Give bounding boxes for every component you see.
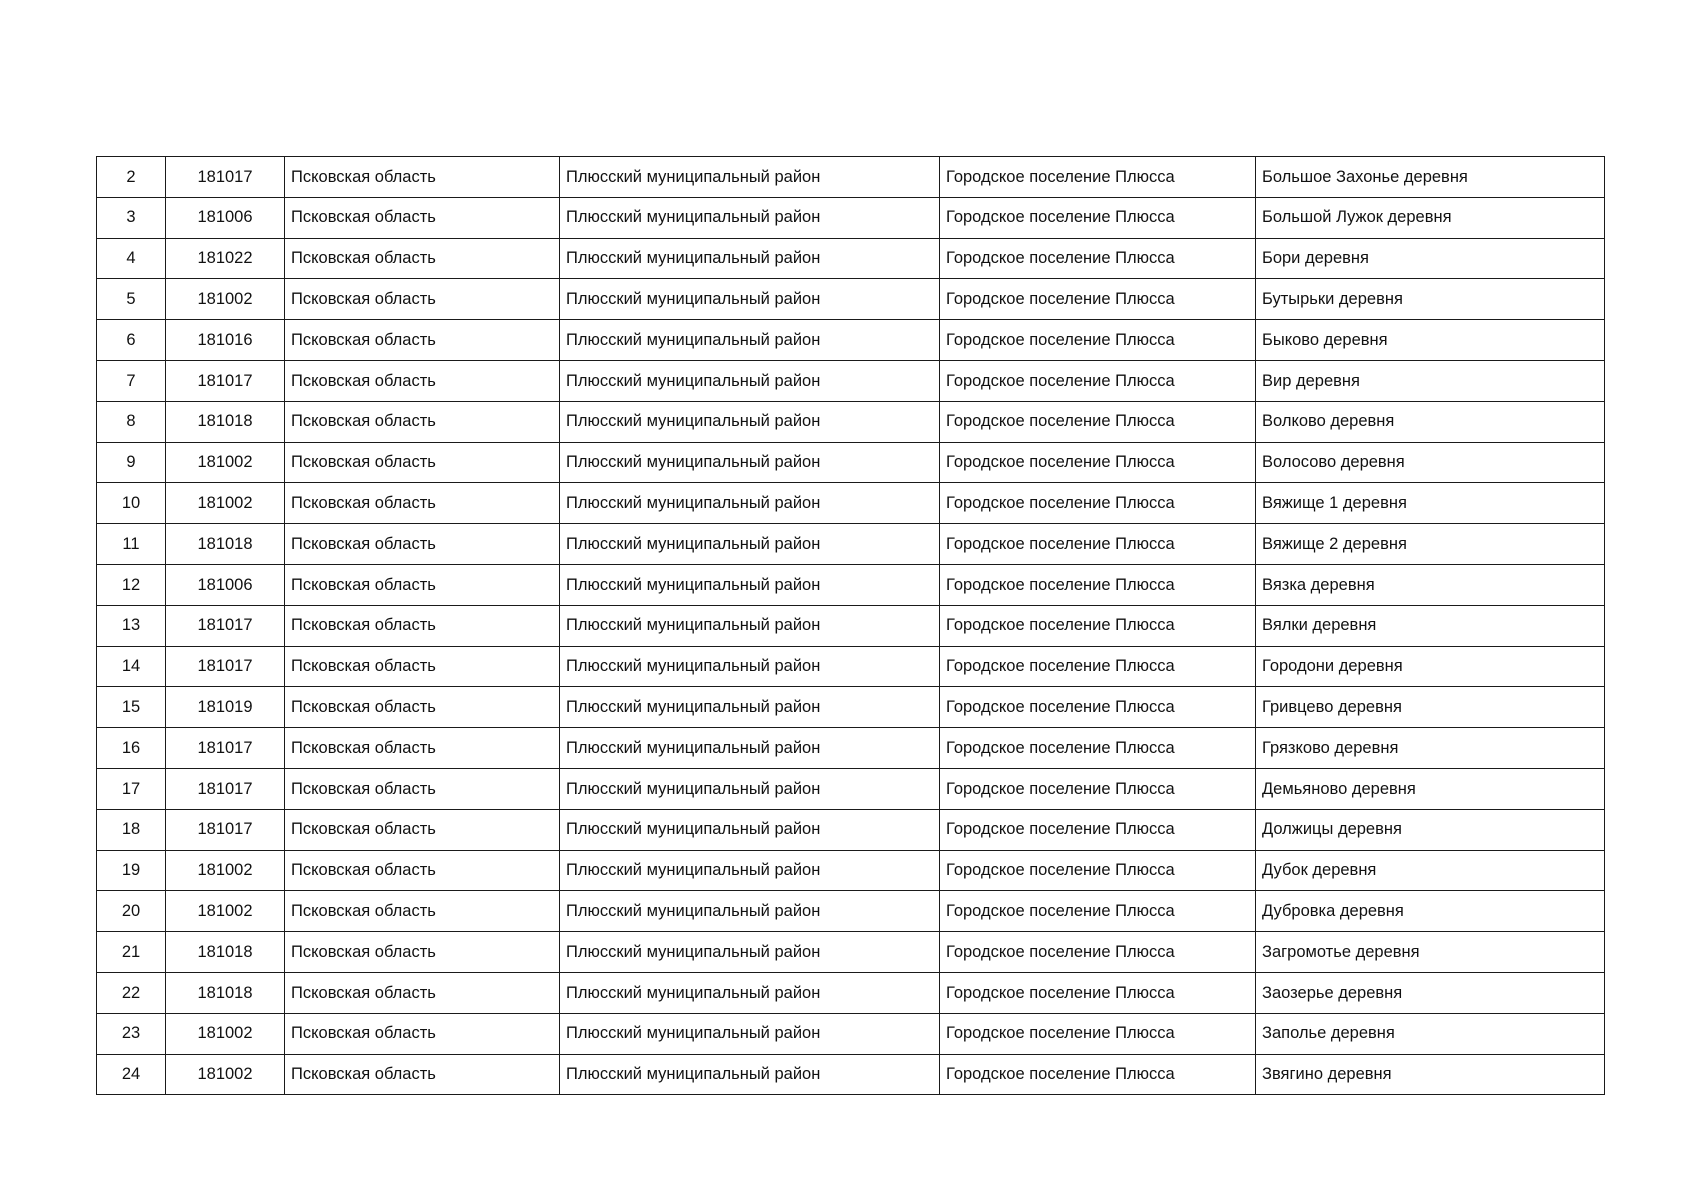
cell-settlement: Городское поселение Плюсса (940, 564, 1256, 605)
cell-region: Псковская область (285, 687, 560, 728)
cell-region: Псковская область (285, 279, 560, 320)
table-row (97, 524, 1605, 565)
cell-settlement: Городское поселение Плюсса (940, 768, 1256, 809)
cell-region: Псковская область (285, 768, 560, 809)
cell-postal-code: 181006 (166, 564, 285, 605)
cell-postal-code: 181018 (166, 524, 285, 565)
cell-region: Псковская область (285, 972, 560, 1013)
cell-district: Плюсский муниципальный район (560, 360, 940, 401)
cell-region: Псковская область (285, 524, 560, 565)
cell-district: Плюсский муниципальный район (560, 1013, 940, 1054)
cell-district: Плюсский муниципальный район (560, 932, 940, 973)
cell-district: Плюсский муниципальный район (560, 238, 940, 279)
table-row (97, 809, 1605, 850)
table-row (97, 932, 1605, 973)
cell-settlement: Городское поселение Плюсса (940, 972, 1256, 1013)
cell-postal-code: 181017 (166, 646, 285, 687)
cell-postal-code: 181002 (166, 891, 285, 932)
cell-postal-code: 181002 (166, 1054, 285, 1095)
cell-district: Плюсский муниципальный район (560, 1054, 940, 1095)
cell-district: Плюсский муниципальный район (560, 401, 940, 442)
cell-postal-code: 181017 (166, 768, 285, 809)
cell-number: 14 (97, 646, 166, 687)
cell-number: 6 (97, 320, 166, 361)
cell-postal-code: 181002 (166, 483, 285, 524)
cell-postal-code: 181018 (166, 932, 285, 973)
cell-postal-code: 181017 (166, 360, 285, 401)
table-row (97, 320, 1605, 361)
cell-settlement: Городское поселение Плюсса (940, 524, 1256, 565)
cell-number: 11 (97, 524, 166, 565)
cell-number: 15 (97, 687, 166, 728)
table-row (97, 605, 1605, 646)
table-row (97, 646, 1605, 687)
table-row (97, 442, 1605, 483)
cell-district: Плюсский муниципальный район (560, 524, 940, 565)
cell-region: Псковская область (285, 891, 560, 932)
table-row (97, 1054, 1605, 1095)
cell-number: 4 (97, 238, 166, 279)
cell-number: 20 (97, 891, 166, 932)
cell-settlement: Городское поселение Плюсса (940, 279, 1256, 320)
table-row (97, 972, 1605, 1013)
table-row (97, 238, 1605, 279)
cell-settlement: Городское поселение Плюсса (940, 1013, 1256, 1054)
cell-locality: Грязково деревня (1256, 728, 1605, 769)
cell-region: Псковская область (285, 401, 560, 442)
cell-locality: Звягино деревня (1256, 1054, 1605, 1095)
cell-settlement: Городское поселение Плюсса (940, 850, 1256, 891)
cell-settlement: Городское поселение Плюсса (940, 197, 1256, 238)
cell-locality: Заполье деревня (1256, 1013, 1605, 1054)
cell-district: Плюсский муниципальный район (560, 197, 940, 238)
cell-postal-code: 181002 (166, 442, 285, 483)
cell-locality: Дубровка деревня (1256, 891, 1605, 932)
cell-number: 22 (97, 972, 166, 1013)
cell-settlement: Городское поселение Плюсса (940, 238, 1256, 279)
table-row (97, 687, 1605, 728)
cell-locality: Волково деревня (1256, 401, 1605, 442)
cell-settlement: Городское поселение Плюсса (940, 320, 1256, 361)
cell-district: Плюсский муниципальный район (560, 850, 940, 891)
cell-region: Псковская область (285, 605, 560, 646)
cell-postal-code: 181006 (166, 197, 285, 238)
cell-region: Псковская область (285, 564, 560, 605)
cell-settlement: Городское поселение Плюсса (940, 360, 1256, 401)
cell-locality: Волосово деревня (1256, 442, 1605, 483)
cell-postal-code: 181018 (166, 972, 285, 1013)
cell-number: 17 (97, 768, 166, 809)
cell-locality: Вяжище 1 деревня (1256, 483, 1605, 524)
cell-district: Плюсский муниципальный район (560, 605, 940, 646)
table-row (97, 360, 1605, 401)
cell-region: Псковская область (285, 1013, 560, 1054)
table-row (97, 728, 1605, 769)
cell-district: Плюсский муниципальный район (560, 646, 940, 687)
cell-locality: Вязка деревня (1256, 564, 1605, 605)
cell-district: Плюсский муниципальный район (560, 157, 940, 198)
cell-locality: Бори деревня (1256, 238, 1605, 279)
cell-number: 18 (97, 809, 166, 850)
cell-number: 9 (97, 442, 166, 483)
cell-locality: Заозерье деревня (1256, 972, 1605, 1013)
cell-district: Плюсский муниципальный район (560, 564, 940, 605)
cell-region: Псковская область (285, 728, 560, 769)
cell-locality: Большое Захонье деревня (1256, 157, 1605, 198)
cell-number: 19 (97, 850, 166, 891)
cell-locality: Большой Лужок деревня (1256, 197, 1605, 238)
cell-number: 21 (97, 932, 166, 973)
cell-settlement: Городское поселение Плюсса (940, 483, 1256, 524)
cell-locality: Вяжище 2 деревня (1256, 524, 1605, 565)
table-row (97, 279, 1605, 320)
cell-district: Плюсский муниципальный район (560, 483, 940, 524)
cell-district: Плюсский муниципальный район (560, 972, 940, 1013)
cell-region: Псковская область (285, 1054, 560, 1095)
cell-region: Псковская область (285, 646, 560, 687)
cell-district: Плюсский муниципальный район (560, 809, 940, 850)
table-row (97, 564, 1605, 605)
cell-number: 3 (97, 197, 166, 238)
table-row (97, 401, 1605, 442)
cell-settlement: Городское поселение Плюсса (940, 728, 1256, 769)
cell-settlement: Городское поселение Плюсса (940, 809, 1256, 850)
table-body (97, 157, 1605, 1095)
cell-settlement: Городское поселение Плюсса (940, 442, 1256, 483)
cell-number: 8 (97, 401, 166, 442)
cell-region: Псковская область (285, 850, 560, 891)
cell-district: Плюсский муниципальный район (560, 891, 940, 932)
cell-postal-code: 181019 (166, 687, 285, 728)
cell-postal-code: 181002 (166, 1013, 285, 1054)
cell-number: 7 (97, 360, 166, 401)
cell-locality: Гривцево деревня (1256, 687, 1605, 728)
cell-postal-code: 181002 (166, 279, 285, 320)
cell-locality: Демьяново деревня (1256, 768, 1605, 809)
cell-region: Псковская область (285, 238, 560, 279)
cell-locality: Дубок деревня (1256, 850, 1605, 891)
cell-locality: Должицы деревня (1256, 809, 1605, 850)
cell-locality: Вир деревня (1256, 360, 1605, 401)
cell-region: Псковская область (285, 483, 560, 524)
table-row (97, 850, 1605, 891)
cell-number: 16 (97, 728, 166, 769)
cell-postal-code: 181017 (166, 157, 285, 198)
cell-number: 12 (97, 564, 166, 605)
cell-region: Псковская область (285, 320, 560, 361)
cell-postal-code: 181022 (166, 238, 285, 279)
cell-settlement: Городское поселение Плюсса (940, 401, 1256, 442)
cell-locality: Вялки деревня (1256, 605, 1605, 646)
cell-postal-code: 181002 (166, 850, 285, 891)
cell-number: 24 (97, 1054, 166, 1095)
cell-postal-code: 181017 (166, 605, 285, 646)
table-row (97, 891, 1605, 932)
table-row (97, 768, 1605, 809)
cell-number: 2 (97, 157, 166, 198)
table-row (97, 157, 1605, 198)
cell-number: 5 (97, 279, 166, 320)
cell-postal-code: 181017 (166, 809, 285, 850)
cell-settlement: Городское поселение Плюсса (940, 891, 1256, 932)
cell-locality: Быково деревня (1256, 320, 1605, 361)
cell-settlement: Городское поселение Плюсса (940, 646, 1256, 687)
cell-region: Псковская область (285, 197, 560, 238)
cell-region: Псковская область (285, 157, 560, 198)
cell-district: Плюсский муниципальный район (560, 279, 940, 320)
cell-settlement: Городское поселение Плюсса (940, 932, 1256, 973)
cell-postal-code: 181018 (166, 401, 285, 442)
cell-settlement: Городское поселение Плюсса (940, 687, 1256, 728)
cell-district: Плюсский муниципальный район (560, 442, 940, 483)
cell-number: 10 (97, 483, 166, 524)
cell-number: 23 (97, 1013, 166, 1054)
cell-district: Плюсский муниципальный район (560, 768, 940, 809)
cell-district: Плюсский муниципальный район (560, 320, 940, 361)
cell-postal-code: 181016 (166, 320, 285, 361)
cell-region: Псковская область (285, 809, 560, 850)
table-row (97, 483, 1605, 524)
cell-region: Псковская область (285, 932, 560, 973)
cell-locality: Бутырьки деревня (1256, 279, 1605, 320)
cell-locality: Загромотье деревня (1256, 932, 1605, 973)
cell-settlement: Городское поселение Плюсса (940, 1054, 1256, 1095)
cell-district: Плюсский муниципальный район (560, 687, 940, 728)
cell-region: Псковская область (285, 442, 560, 483)
cell-number: 13 (97, 605, 166, 646)
cell-district: Плюсский муниципальный район (560, 728, 940, 769)
cell-locality: Городони деревня (1256, 646, 1605, 687)
table-row (97, 197, 1605, 238)
cell-postal-code: 181017 (166, 728, 285, 769)
cell-region: Псковская область (285, 360, 560, 401)
cell-settlement: Городское поселение Плюсса (940, 605, 1256, 646)
table-row (97, 1013, 1605, 1054)
cell-settlement: Городское поселение Плюсса (940, 157, 1256, 198)
address-table (96, 156, 1605, 1095)
